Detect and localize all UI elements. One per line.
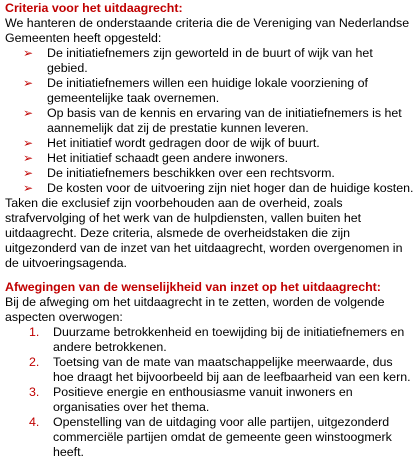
criteria-intro: We hanteren de onderstaande criteria die de Vereniging van Nederlandse Gemeenten heeft opgesteld:	[5, 16, 410, 45]
arrow-bullet-icon: ➢	[23, 181, 34, 195]
considerations-intro: Bij de afweging om het uitdaagrecht in te zetten, worden de volgende aspecten overwogen:	[5, 295, 385, 324]
item-number: 1.	[29, 325, 40, 339]
consideration-item	[5, 415, 415, 460]
item-number: 3.	[29, 385, 40, 399]
consideration-item	[5, 355, 415, 385]
criteria-item	[5, 181, 415, 196]
considerations-list	[5, 325, 415, 460]
item-number: 4.	[29, 415, 40, 429]
arrow-bullet-icon: ➢	[23, 76, 34, 90]
consideration-item	[5, 385, 415, 415]
section-spacer	[5, 271, 415, 280]
criteria-item-text: De initiatiefnemers willen een huidige lokale voorziening of gemeentelijke taak overnemen.	[47, 76, 368, 105]
criteria-item	[5, 166, 415, 181]
criteria-item	[5, 76, 415, 106]
item-number: 2.	[29, 355, 40, 369]
considerations-heading: Afwegingen van de wenselijkheid van inzet op het uitdaagrecht:	[5, 280, 381, 294]
arrow-bullet-icon: ➢	[23, 151, 34, 165]
document-page	[5, 1, 415, 460]
criteria-item	[5, 46, 415, 76]
arrow-bullet-icon: ➢	[23, 46, 34, 60]
consideration-item-text: Openstelling van de uitdaging voor alle partijen, uitgezonderd commerciële partijen omdat de gemeente geen winstoogmerk heeft.	[53, 415, 392, 459]
criteria-item-text: De kosten voor de uitvoering zijn niet hoger dan de huidige kosten.	[47, 181, 414, 195]
criteria-item-text: De initiatiefnemers zijn geworteld in de buurt of wijk van het gebied.	[47, 46, 373, 75]
criteria-item-text: Op basis van de kennis en ervaring van de initiatiefnemers is het aannemelijk dat zij de prestatie kunnen leveren.	[47, 106, 402, 135]
arrow-bullet-icon: ➢	[23, 166, 34, 180]
consideration-item	[5, 325, 415, 355]
criteria-closing-paragraph: Taken die exclusief zijn voorbehouden aan de overheid, zoals strafvervolging of het werk van de hulpdiensten, vallen buiten het uitdaagrecht. Deze criteria, alsmede de overheidstaken die zijn uitgezonderd van de inzet van het uitdaagrecht, worden overgenomen in de uitvoeringsagenda.	[5, 196, 403, 270]
consideration-item-text: Toetsing van de mate van maatschappelijke meerwaarde, dus hoe draagt het bijvoorbeeld bij aan de leefbaarheid van een kern.	[53, 355, 411, 384]
criteria-item	[5, 151, 415, 166]
criteria-item	[5, 106, 415, 136]
criteria-heading: Criteria voor het uitdaagrecht:	[5, 1, 183, 15]
consideration-item-text: Duurzame betrokkenheid en toewijding bij de initiatiefnemers en andere betrokkenen.	[53, 325, 405, 354]
arrow-bullet-icon: ➢	[23, 136, 34, 150]
consideration-item-text: Positieve energie en enthousiasme vanuit inwoners en organisaties over het thema.	[53, 385, 353, 414]
criteria-item-text: De initiatiefnemers beschikken over een rechtsvorm.	[47, 166, 335, 180]
criteria-item-text: Het initiatief wordt gedragen door de wijk of buurt.	[47, 136, 320, 150]
criteria-list	[5, 46, 415, 196]
criteria-item-text: Het initiatief schaadt geen andere inwoners.	[47, 151, 289, 165]
criteria-item	[5, 136, 415, 151]
arrow-bullet-icon: ➢	[23, 106, 34, 120]
